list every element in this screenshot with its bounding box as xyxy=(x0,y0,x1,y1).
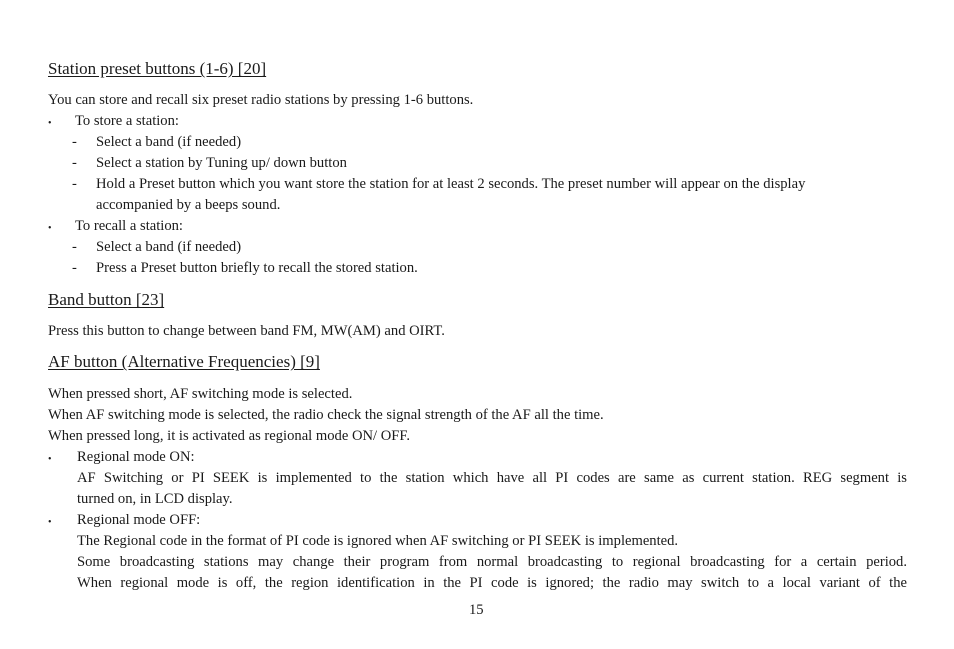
dash-marker: - xyxy=(72,134,77,150)
regional-off-line-2: Some broadcasting stations may change their program from normal broadcasting to regional broadcasting for a certain period. xyxy=(77,554,907,570)
dash-marker: - xyxy=(72,260,77,276)
regional-on-line-1: AF Switching or PI SEEK is implemented to the station which have all PI codes are same as current station. REG segment is xyxy=(77,470,907,486)
paragraph-af-line-2: When AF switching mode is selected, the radio check the signal strength of the AF all the time. xyxy=(48,407,604,423)
regional-on-line-2: turned on, in LCD display. xyxy=(77,491,233,507)
section-heading-band: Band button [23] xyxy=(48,290,165,309)
list-item-recall-title: To recall a station: xyxy=(75,218,183,234)
list-item-regional-off-title: Regional mode OFF: xyxy=(77,512,201,528)
paragraph-band: Press this button to change between band FM, MW(AM) and OIRT. xyxy=(48,323,445,339)
section-heading-preset: Station preset buttons (1-6) [20] xyxy=(48,59,267,78)
paragraph-preset-intro: You can store and recall six preset radio stations by pressing 1-6 buttons. xyxy=(48,92,474,108)
dash-marker: - xyxy=(72,176,77,192)
bullet-icon: • xyxy=(48,223,52,234)
recall-step-1: Select a band (if needed) xyxy=(96,239,242,255)
regional-off-line-3: When regional mode is off, the region identification in the PI code is ignored; the radio may switch to a local variant of the xyxy=(77,575,907,591)
store-step-2: Select a station by Tuning up/ down button xyxy=(96,155,347,171)
recall-step-2: Press a Preset button briefly to recall the stored station. xyxy=(96,260,418,276)
bullet-icon: • xyxy=(48,517,52,528)
list-item-regional-on-title: Regional mode ON: xyxy=(77,449,195,465)
regional-off-line-1: The Regional code in the format of PI code is ignored when AF switching or PI SEEK is implemented. xyxy=(77,533,679,549)
paragraph-af-line-3: When pressed long, it is activated as regional mode ON/ OFF. xyxy=(48,428,410,444)
section-heading-af: AF button (Alternative Frequencies) [9] xyxy=(48,352,320,371)
paragraph-af-line-1: When pressed short, AF switching mode is selected. xyxy=(48,386,353,402)
list-item-store-title: To store a station: xyxy=(75,113,179,129)
bullet-icon: • xyxy=(48,118,52,129)
dash-marker: - xyxy=(72,155,77,171)
store-step-3-cont: accompanied by a beeps sound. xyxy=(96,197,281,213)
bullet-icon: • xyxy=(48,454,52,465)
page-number: 15 xyxy=(469,602,484,618)
store-step-3: Hold a Preset button which you want store the station for at least 2 seconds. The preset number will appear on the display xyxy=(96,176,806,192)
dash-marker: - xyxy=(72,239,77,255)
store-step-1: Select a band (if needed) xyxy=(96,134,242,150)
